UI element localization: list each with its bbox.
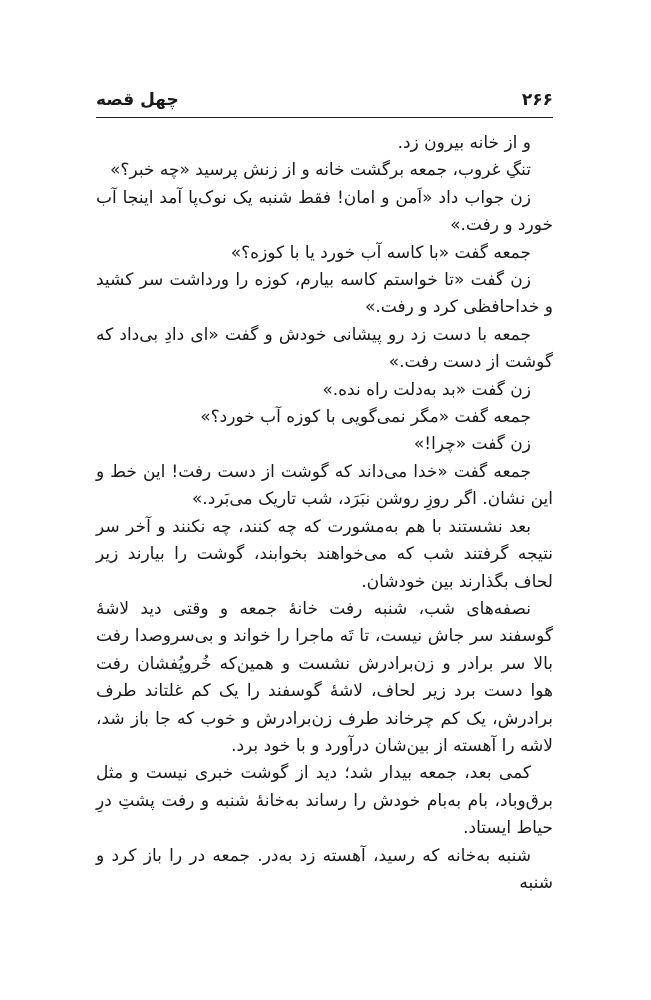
paragraph: و از خانه بیرون زد. bbox=[397, 133, 531, 153]
paragraph: نصفه‌های شب، شنبه رفت خانهٔ جمعه و وقتی دید لاشهٔ گوسفند سر جاش نیست، تا تَه ماجرا را خواند و بی‌سروصدا رفت بالا سر برادر و زن‌برادرش نشست و همین‌که خُروپُفشان رفت هوا دست برد زیر لحاف، لاشهٔ گوسفند را یک کم غلتاند طرف برادرش، یک کم چرخاند طرف زن‌برادرش و خوب که جا باز شد، لاشه را آهسته از بین‌شان درآورد و با خود برد. bbox=[96, 598, 553, 756]
paragraph: زن گفت «بد به‌دلت راه نده.» bbox=[322, 379, 531, 400]
paragraph: جمعه گفت «خدا می‌داند که گوشت از دست رفت! این خط و این نشان. اگر روزِ روشن نبَرَد، شب تاریک می‌بَرد.» bbox=[96, 461, 553, 510]
page-header bbox=[96, 88, 553, 118]
paragraph: جمعه گفت «با کاسه آب خورد یا با کوزه؟» bbox=[230, 242, 531, 263]
paragraph: جمعه با دست زد رو پیشانی خودش و گفت «ای دادِ بی‌داد که گوشت از دست رفت.» bbox=[96, 324, 553, 373]
body-text bbox=[96, 130, 553, 897]
paragraph: زن گفت «چرا!» bbox=[413, 434, 531, 455]
paragraph: تنگِ غروب، جمعه برگشت خانه و از زنش پرسید «چه خبر؟» bbox=[110, 160, 531, 181]
page-number: ۲۶۶ bbox=[521, 90, 553, 110]
paragraph: بعد نشستند با هم به‌مشورت که چه کنند، چه نکنند و آخر سر نتیجه گرفتند شب که می‌خواهند بخوابند، گوشت را بیارند زیر لحاف بگذارند بین خودشان. bbox=[96, 516, 553, 592]
header-divider bbox=[96, 117, 553, 118]
paragraph: شنبه به‌خانه که رسید، آهسته زد به‌در. جمعه در را باز کرد و شنبه bbox=[96, 845, 553, 893]
paragraph: زن گفت «تا خواستم کاسه بیارم، کوزه را ورداشت سر کشید و خداحافظی کرد و رفت.» bbox=[96, 270, 553, 318]
paragraph: زن جواب داد «اَمن و امان! فقط شنبه یک نوک‌پا آمد اینجا آب خورد و رفت.» bbox=[96, 187, 553, 236]
paragraph: جمعه گفت «مگر نمی‌گویی با کوزه آب خورد؟» bbox=[200, 407, 531, 428]
paragraph: کمی بعد، جمعه بیدار شد؛ دید از گوشت خبری نیست و مثل برق‌وباد، بام به‌بام خودش را رساند به‌خانهٔ شنبه و رفت پشتِ درِ حیاط ایستاد. bbox=[96, 763, 553, 839]
book-title: چهل قصه bbox=[96, 90, 179, 110]
